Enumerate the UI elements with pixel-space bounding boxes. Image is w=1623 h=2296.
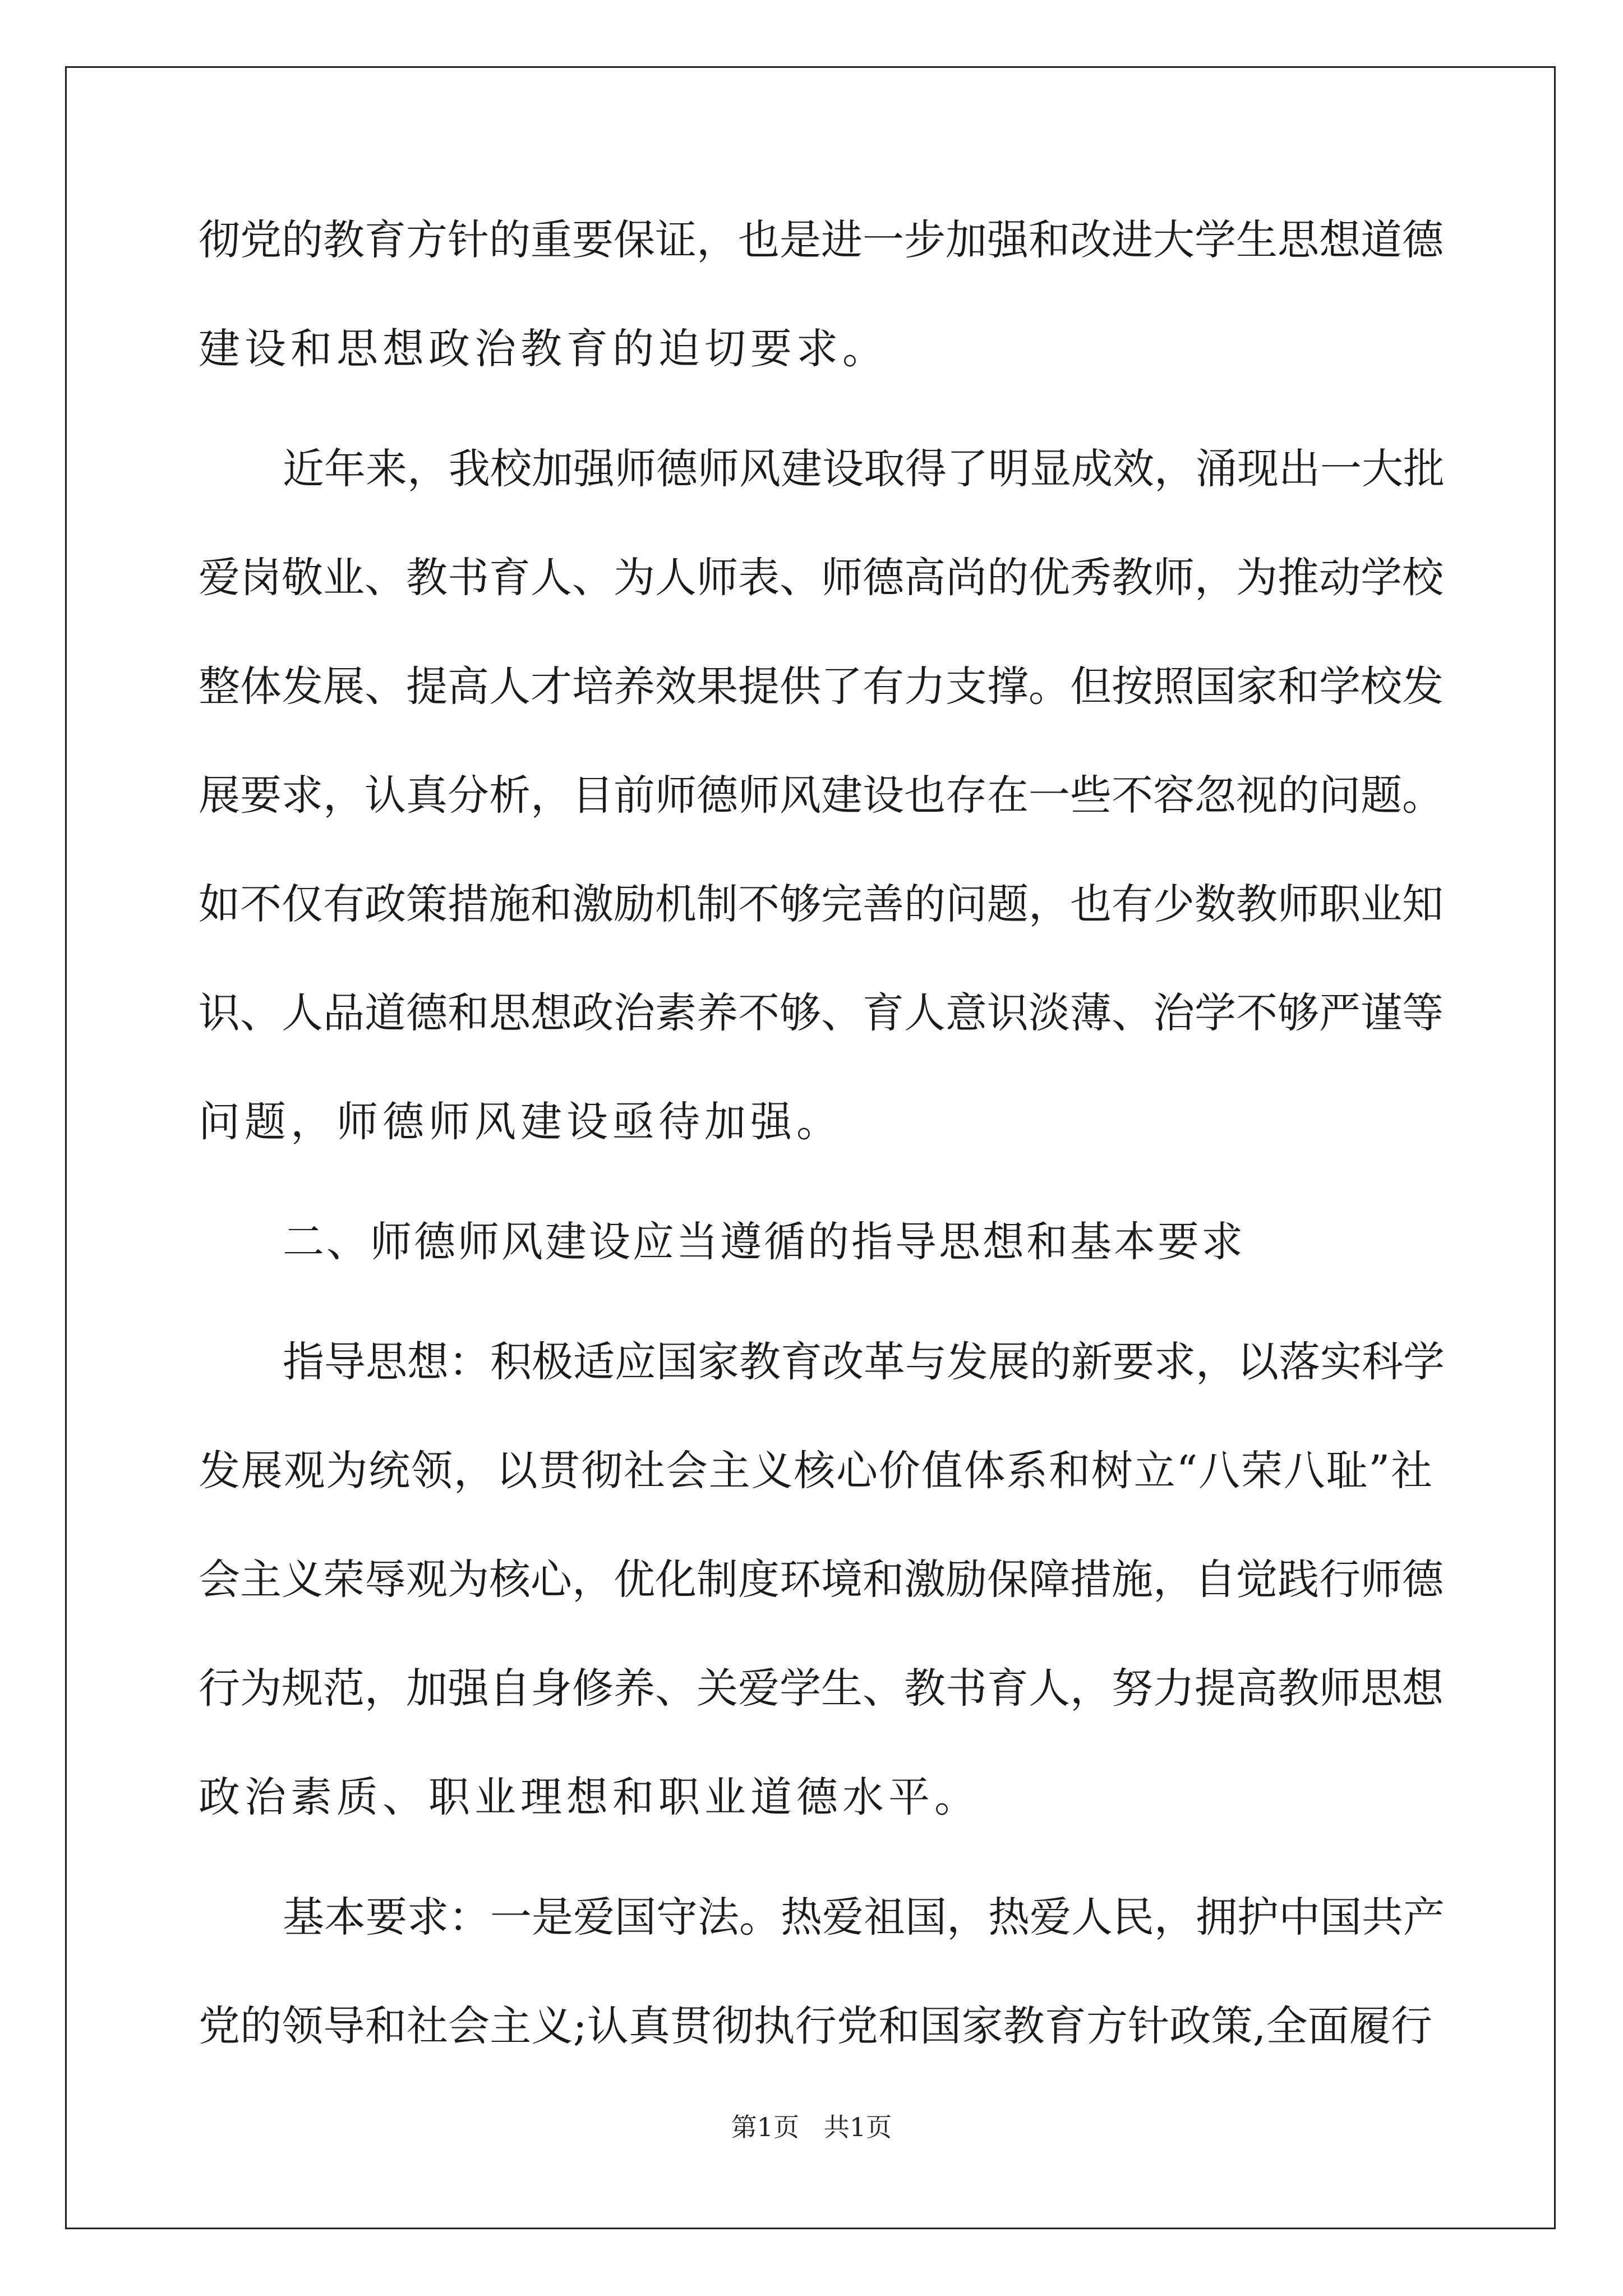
text-line: 爱岗敬业、教书育人、为人师表、师德高尚的优秀教师，为推动学校 bbox=[199, 554, 1444, 602]
text-line: 基本要求：一是爱国守法。热爱祖国，热爱人民，拥护中国共产 bbox=[283, 1893, 1445, 1941]
document-body bbox=[199, 213, 1445, 2108]
section-heading: 二、师德师风建设应当遵循的指导思想和基本要求 bbox=[283, 1218, 1245, 1266]
text-line: 整体发展、提高人才培养效果提供了有力支撑。但按照国家和学校发 bbox=[199, 662, 1444, 711]
text-line: 问题，师德师风建设亟待加强。 bbox=[199, 1098, 842, 1146]
text-line: 彻党的教育方针的重要保证，也是进一步加强和改进大学生思想道德 bbox=[199, 216, 1444, 264]
text-line: 近年来，我校加强师德师风建设取得了明显成效，涌现出一大批 bbox=[283, 445, 1445, 493]
text-line: 识、人品道德和思想政治素养不够、育人意识淡薄、治学不够严谨等 bbox=[199, 989, 1444, 1037]
text-line: 展要求，认真分析，目前师德师风建设也存在一些不容忽视的问题。 bbox=[199, 771, 1444, 820]
text-line: 政治素质、职业理想和职业道德水平。 bbox=[199, 1773, 980, 1821]
page-number-footer: 第1页 共1页 bbox=[731, 2112, 892, 2142]
text-line: 行为规范，加强自身修养、关爱学生、教书育人，努力提高教师思想 bbox=[199, 1664, 1444, 1713]
text-line: 指导思想：积极适应国家教育改革与发展的新要求，以落实科学 bbox=[283, 1338, 1445, 1386]
text-line: 党的领导和社会主义;认真贯彻执行党和国家教育方针政策,全面履行 bbox=[199, 2002, 1432, 2050]
text-line: 建设和思想政治教育的迫切要求。 bbox=[199, 325, 888, 373]
text-line: 发展观为统领，以贯彻社会主义核心价值体系和树立“八荣八耻”社 bbox=[199, 1447, 1432, 1495]
text-line: 如不仅有政策措施和激励机制不够完善的问题，也有少数教师职业知 bbox=[199, 880, 1444, 928]
text-line: 会主义荣辱观为核心，优化制度环境和激励保障措施，自觉践行师德 bbox=[199, 1556, 1444, 1604]
